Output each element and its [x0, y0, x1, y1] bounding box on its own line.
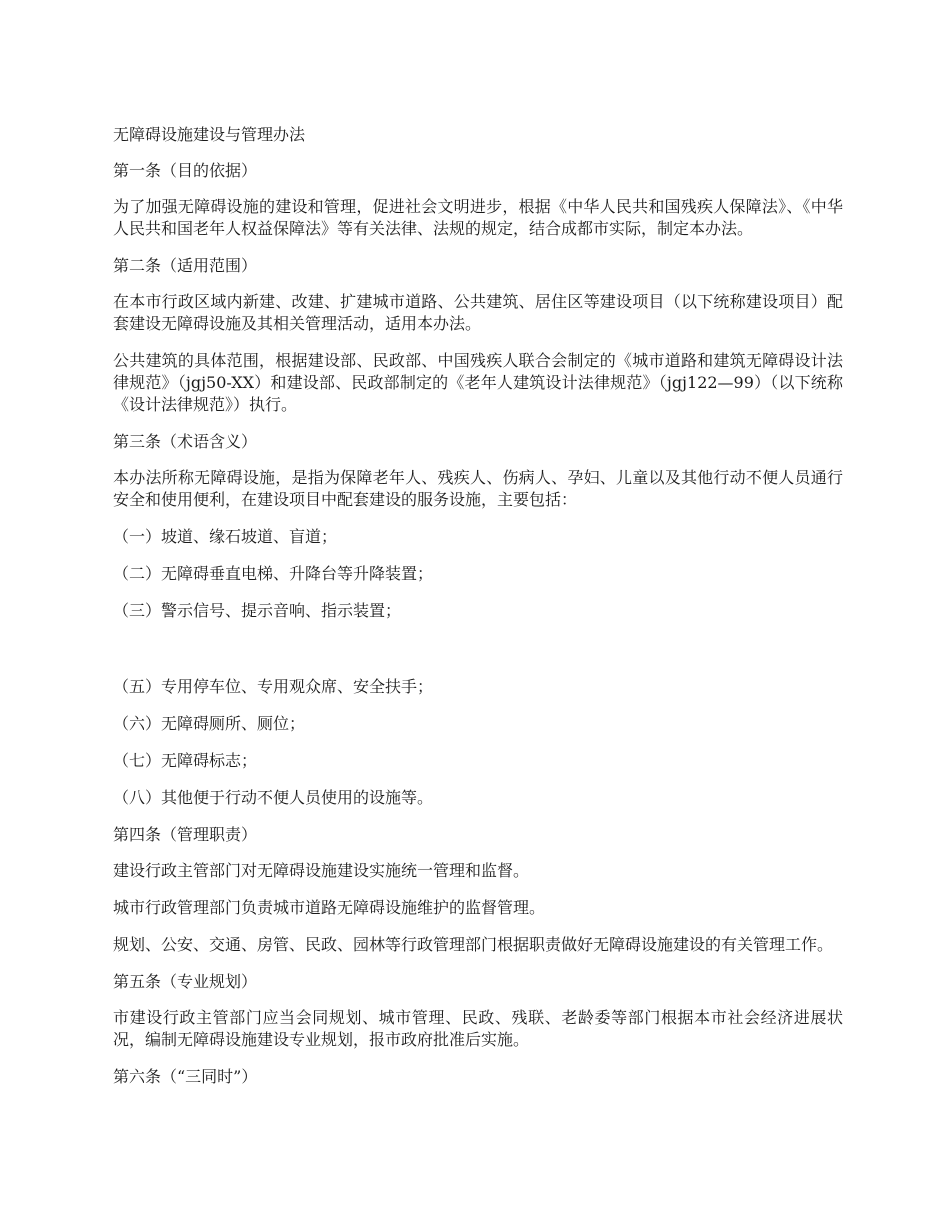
article-2-text: 在本市行政区域内新建、改建、扩建城市道路、公共建筑、居住区等建设项目（以下统称建设项目）配套建设无障碍设施及其相关管理活动，适用本办法。: [113, 292, 843, 333]
document-title: 无障碍设施建设与管理办法: [113, 125, 306, 144]
list-item-8: （八）其他便于行动不便人员使用的设施等。: [113, 788, 434, 807]
list-item-1: （一）坡道、缘石坡道、盲道；: [113, 527, 338, 546]
list-item-5: （五）专用停车位、专用观众席、安全扶手；: [113, 677, 434, 696]
blank-line: [113, 637, 843, 676]
article-2-heading: 第二条（适用范围）: [113, 256, 258, 275]
list-item-2: （二）无障碍垂直电梯、升降台等升降装置；: [113, 564, 434, 583]
article-2-scope-text: 公共建筑的具体范围，根据建设部、民政部、中国残疾人联合会制定的《城市道路和建筑无障碍设计法律规范》（jgj50-XX）和建设部、民政部制定的《老年人建筑设计法律规范》（jgj122—99）（以下统称《设计法律规范》）执行。: [113, 351, 843, 414]
list-item-7: （七）无障碍标志；: [113, 751, 258, 770]
article-1-heading: 第一条（目的依据）: [113, 161, 258, 180]
article-4-text-2: 城市行政管理部门负责城市道路无障碍设施维护的监督管理。: [113, 898, 546, 917]
article-4-text-1: 建设行政主管部门对无障碍设施建设实施统一管理和监督。: [113, 861, 530, 880]
article-5-heading: 第五条（专业规划）: [113, 972, 258, 991]
article-5-text: 市建设行政主管部门应当会同规划、城市管理、民政、残联、老龄委等部门根据本市社会经济进展状况，编制无障碍设施建设专业规划，报市政府批准后实施。: [113, 1008, 843, 1049]
article-3-heading: 第三条（术语含义）: [113, 432, 258, 451]
article-3-text: 本办法所称无障碍设施，是指为保障老年人、残疾人、伤病人、孕妇、儿童以及其他行动不便人员通行安全和使用便利，在建设项目中配套建设的服务设施，主要包括：: [113, 468, 843, 509]
article-1-text: 为了加强无障碍设施的建设和管理，促进社会文明进步，根据《中华人民共和国残疾人保障法》、《中华人民共和国老年人权益保障法》等有关法律、法规的规定，结合成都市实际，制定本办法。: [113, 197, 843, 238]
article-4-heading: 第四条（管理职责）: [113, 825, 258, 844]
list-item-6: （六）无障碍厕所、厕位；: [113, 714, 306, 733]
article-4-text-3: 规划、公安、交通、房管、民政、园林等行政管理部门根据职责做好无障碍设施建设的有关管理工作。: [113, 935, 834, 954]
document-body: [113, 124, 843, 1102]
article-6-heading: 第六条（“三同时”）: [113, 1067, 258, 1086]
list-item-3: （三）警示信号、提示音响、指示装置；: [113, 601, 402, 620]
